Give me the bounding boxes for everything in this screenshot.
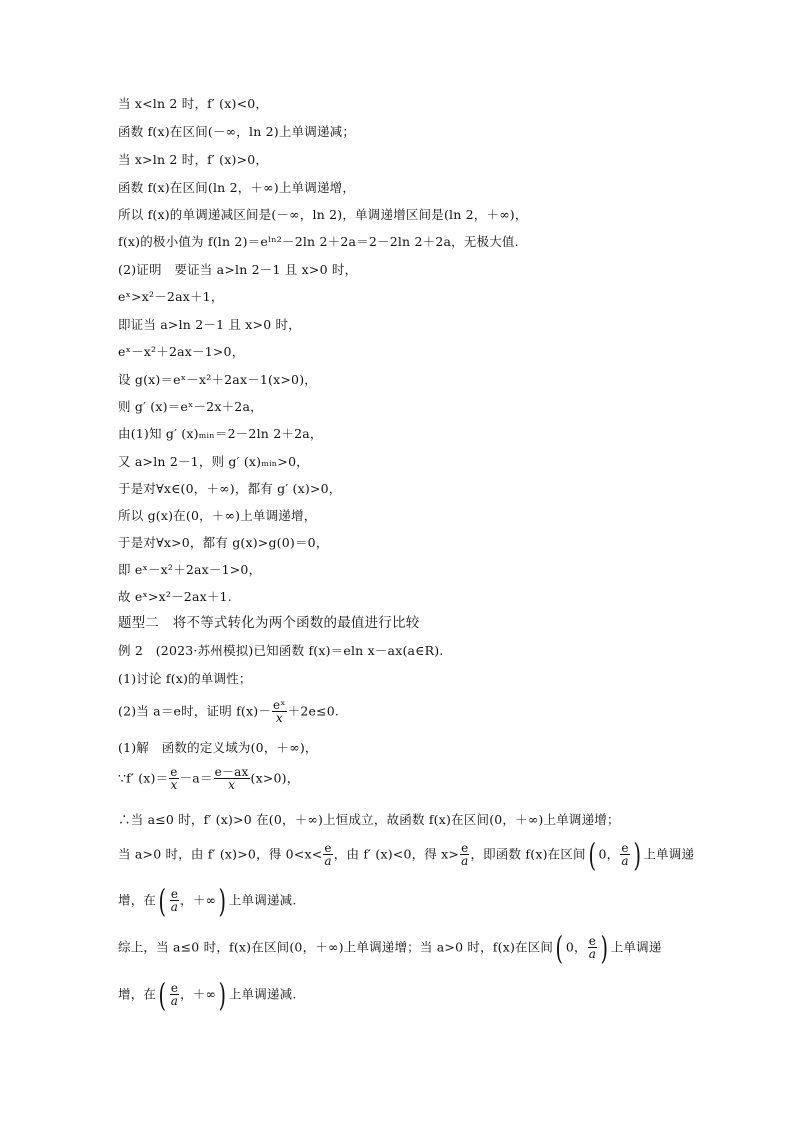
fraction: $\frac{e}{a}$	[461, 841, 469, 868]
text-line: 所以 f(x)的单调递减区间是(－∞，ln 2)，单调递增区间是(ln 2，＋∞)，	[118, 207, 528, 222]
text-line: (2)证明 要证当 a>ln 2－1 且 x>0 时，	[118, 262, 358, 277]
solution-1-start: (1)解 函数的定义域为(0，＋∞)，	[118, 740, 318, 755]
text-line: 当 x<ln 2 时，f′ (x)<0，	[118, 96, 269, 111]
text-line: 即 eˣ－x²＋2ax－1>0，	[118, 562, 262, 577]
fraction: $\frac{e}{a}$	[621, 841, 629, 868]
text-line: 则 g′ (x)＝eˣ－2x＋2a，	[118, 399, 263, 414]
fraction: $\frac{e}{a}$	[170, 981, 179, 1008]
case-a-positive-cont: 增，在( $\frac{e}{a}$ ，＋∞) 上单调递减.	[118, 881, 297, 920]
case-a-positive: 当 a>0 时，由 f′ (x)>0，得 0<x< $\frac{e}{a}$ ，由 f′ (x)<0，得 x> $\frac{e}{a}$ ，即函数 f(x)在区间( 0， $\frac{e}{a}$ ) 上单调递	[118, 835, 695, 874]
question-2: (2)当 a＝e时，证明 f(x)－ $\frac{\text{eˣ}}{x}$ ＋2e≤0.	[118, 698, 340, 725]
text-line: 于是对∀x∈(0，＋∞)，都有 g′ (x)>0，	[118, 481, 342, 496]
fraction: $\frac{e}{a}$	[324, 841, 332, 868]
example-statement: 例 2 (2023·苏州模拟)已知函数 f(x)＝eln x－ax(a∈R).	[118, 643, 444, 658]
conclusion: 综上，当 a≤0 时，f(x)在区间(0，＋∞)上单调递增；当 a>0 时，f(x)在区间( 0， $\frac{e}{a}$ ) 上单调递	[118, 928, 662, 967]
text-line: 函数 f(x)在区间(ln 2，＋∞)上单调递增，	[118, 180, 356, 195]
fraction: $\frac{e}{a}$	[170, 887, 179, 914]
case-a-nonpositive: ∴当 a≤0 时，f′ (x)>0 在(0，＋∞)上恒成立，故函数 f(x)在区间(0，＋∞)上单调递增；	[118, 812, 620, 827]
fraction: $\frac{e}{a}$	[588, 934, 597, 961]
text-line: 又 a>ln 2－1，则 g′ (x)ₘᵢₙ>0，	[118, 454, 309, 469]
text-line: 故 eˣ>x²－2ax＋1.	[118, 589, 232, 604]
question-1: (1)讨论 f(x)的单调性；	[118, 671, 252, 686]
section-title: 题型二 将不等式转化为两个函数的最值进行比较	[118, 615, 420, 631]
text-line: 所以 g(x)在(0，＋∞)上单调递增，	[118, 508, 317, 523]
derivative-line: ∵f′ (x)＝ $\frac{e}{x}$ －a＝ $\frac{e-ax}{x}$ (x>0)，	[118, 765, 300, 792]
text-line: f(x)的极小值为 f(ln 2)＝eˡⁿ²－2ln 2＋2a＝2－2ln 2＋2a，无极大值.	[118, 234, 519, 249]
conclusion-cont: 增，在( $\frac{e}{a}$ ，＋∞) 上单调递减.	[118, 975, 297, 1014]
text-line: 即证当 a>ln 2－1 且 x>0 时，	[118, 317, 301, 332]
text-line: 当 x>ln 2 时，f′ (x)>0，	[118, 152, 269, 167]
fraction: $\frac{e}{x}$	[170, 765, 178, 792]
text-line: eˣ－x²＋2ax－1>0，	[118, 344, 245, 359]
fraction: $\frac{\text{eˣ}}{x}$	[273, 698, 286, 725]
text-line: 设 g(x)＝eˣ－x²＋2ax－1(x>0)，	[118, 372, 317, 387]
text-line: 于是对∀x>0，都有 g(x)>g(0)＝0，	[118, 535, 329, 550]
text-line: eˣ>x²－2ax＋1，	[118, 289, 224, 304]
text-line: 函数 f(x)在区间(－∞，ln 2)上单调递减；	[118, 124, 356, 139]
fraction: $\frac{e-ax}{x}$	[214, 765, 249, 792]
text-line: 由(1)知 g′ (x)ₘᵢₙ＝2－2ln 2＋2a，	[118, 426, 323, 441]
